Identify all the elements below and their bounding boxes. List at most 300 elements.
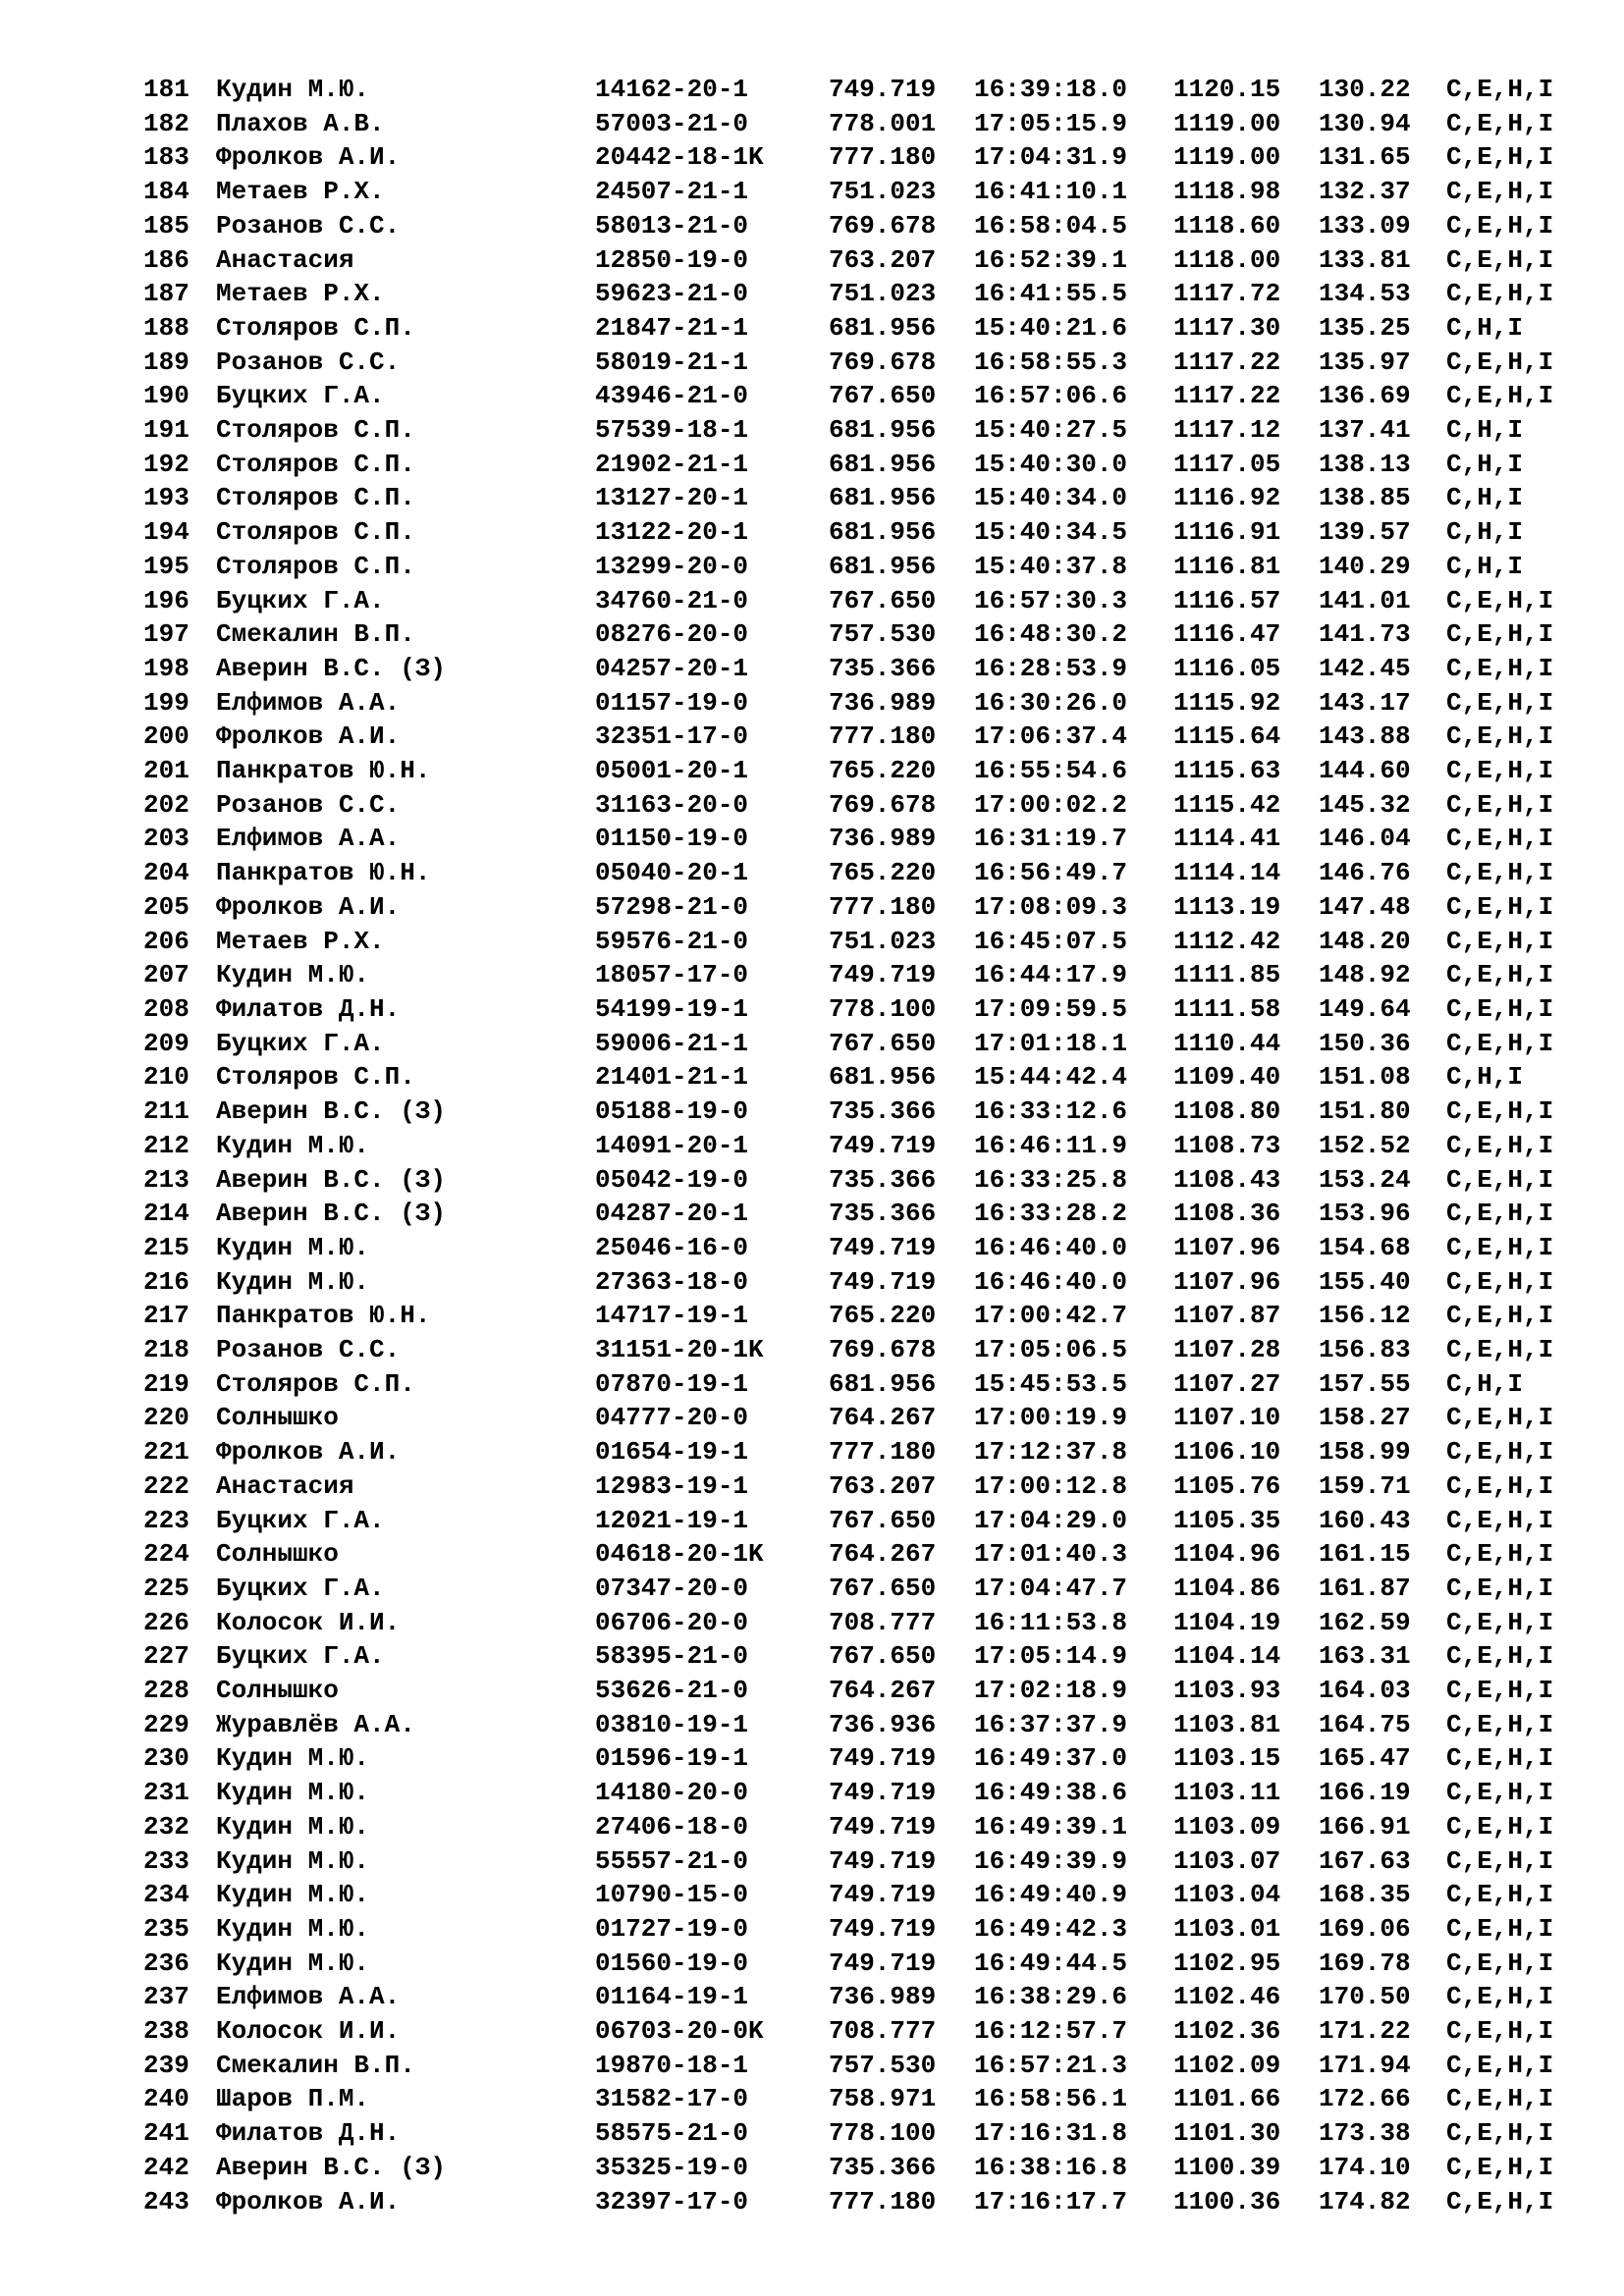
fancier-name-cell: Кудин М.Ю. (216, 1232, 370, 1262)
table-row (143, 2049, 1564, 2083)
table-row (143, 2116, 1564, 2151)
speed-cell: 1105.35 (1173, 1505, 1281, 1535)
distance-cell: 767.650 (829, 1505, 937, 1535)
points-cell: 142.45 (1319, 653, 1411, 683)
arrival-time-cell: 16:45:07.5 (974, 926, 1128, 956)
fancier-name-cell: Анастасия (216, 1470, 354, 1501)
table-row (143, 346, 1564, 380)
table-row (143, 1367, 1564, 1402)
points-cell: 145.32 (1319, 789, 1411, 820)
distance-cell: 763.207 (829, 244, 937, 275)
place-cell: 201 (143, 756, 189, 786)
points-cell: 153.24 (1319, 1164, 1411, 1195)
ring-number-cell: 03810-19-1 (595, 1709, 749, 1739)
points-cell: 138.13 (1319, 449, 1411, 479)
place-cell: 229 (143, 1709, 189, 1739)
ring-number-cell: 13299-20-0 (595, 551, 749, 581)
arrival-time-cell: 16:49:39.1 (974, 1811, 1128, 1842)
points-cell: 133.09 (1319, 210, 1411, 240)
speed-cell: 1108.73 (1173, 1130, 1281, 1160)
arrival-time-cell: 17:08:09.3 (974, 891, 1128, 922)
place-cell: 192 (143, 449, 189, 479)
points-cell: 161.87 (1319, 1573, 1411, 1603)
fancier-name-cell: Метаев Р.Х. (216, 177, 385, 207)
points-cell: 130.22 (1319, 75, 1411, 104)
points-cell: 165.47 (1319, 1743, 1411, 1774)
fancier-name-cell: Столяров С.П. (216, 483, 415, 513)
table-row (143, 1163, 1564, 1198)
speed-cell: 1107.96 (1173, 1266, 1281, 1297)
place-cell: 223 (143, 1505, 189, 1535)
ring-number-cell: 35325-19-0 (595, 2152, 749, 2182)
place-cell: 187 (143, 279, 189, 309)
speed-cell: 1116.92 (1173, 483, 1281, 513)
arrival-time-cell: 16:49:42.3 (974, 1913, 1128, 1944)
points-cell: 156.12 (1319, 1301, 1411, 1331)
points-cell: 141.01 (1319, 585, 1411, 615)
table-row (143, 1231, 1564, 1265)
ring-number-cell: 19870-18-1 (595, 2050, 749, 2080)
speed-cell: 1108.36 (1173, 1199, 1281, 1229)
distance-cell: 749.719 (829, 1880, 937, 1910)
points-cell: 143.88 (1319, 721, 1411, 752)
distance-cell: 767.650 (829, 585, 937, 615)
speed-cell: 1101.66 (1173, 2084, 1281, 2114)
table-row (143, 2151, 1564, 2185)
speed-cell: 1104.86 (1173, 1573, 1281, 1603)
fancier-name-cell: Аверин В.С. (З) (216, 2152, 447, 2182)
distance-cell: 749.719 (829, 1948, 937, 1978)
fancier-name-cell: Столяров С.П. (216, 415, 415, 446)
flags-cell: C,E,H,I (1446, 1743, 1554, 1774)
fancier-name-cell: Буцких Г.А. (216, 1028, 385, 1058)
distance-cell: 749.719 (829, 1845, 937, 1876)
speed-cell: 1110.44 (1173, 1028, 1281, 1058)
place-cell: 219 (143, 1368, 189, 1399)
place-cell: 202 (143, 789, 189, 820)
table-row (143, 652, 1564, 686)
points-cell: 162.59 (1319, 1607, 1411, 1637)
flags-cell: C,E,H,I (1446, 1573, 1554, 1603)
place-cell: 190 (143, 381, 189, 411)
points-cell: 172.66 (1319, 2084, 1411, 2114)
ring-number-cell: 31582-17-0 (595, 2084, 749, 2114)
table-row (143, 1639, 1564, 1674)
points-cell: 158.27 (1319, 1403, 1411, 1433)
arrival-time-cell: 17:06:37.4 (974, 721, 1128, 752)
table-row (143, 1844, 1564, 1879)
ring-number-cell: 27363-18-0 (595, 1266, 749, 1297)
fancier-name-cell: Аверин В.С. (З) (216, 1164, 447, 1195)
arrival-time-cell: 17:05:14.9 (974, 1641, 1128, 1672)
ring-number-cell: 04257-20-1 (595, 653, 749, 683)
speed-cell: 1102.46 (1173, 1982, 1281, 2012)
fancier-name-cell: Кудин М.Ю. (216, 1880, 370, 1910)
flags-cell: C,E,H,I (1446, 142, 1554, 173)
flags-cell: C,E,H,I (1446, 721, 1554, 752)
distance-cell: 749.719 (829, 1778, 937, 1808)
speed-cell: 1104.96 (1173, 1539, 1281, 1570)
flags-cell: C,E,H,I (1446, 1709, 1554, 1739)
table-row (143, 550, 1564, 584)
table-row (143, 1572, 1564, 1606)
arrival-time-cell: 16:56:49.7 (974, 858, 1128, 888)
place-cell: 216 (143, 1266, 189, 1297)
points-cell: 143.17 (1319, 687, 1411, 718)
flags-cell: C,E,H,I (1446, 1982, 1554, 2012)
arrival-time-cell: 16:33:12.6 (974, 1096, 1128, 1127)
arrival-time-cell: 16:49:44.5 (974, 1948, 1128, 1978)
fancier-name-cell: Елфимов А.А. (216, 687, 401, 718)
fancier-name-cell: Солнышко (216, 1539, 339, 1570)
place-cell: 188 (143, 312, 189, 343)
arrival-time-cell: 16:38:29.6 (974, 1982, 1128, 2012)
distance-cell: 749.719 (829, 1913, 937, 1944)
arrival-time-cell: 16:33:25.8 (974, 1164, 1128, 1195)
flags-cell: C,E,H,I (1446, 1470, 1554, 1501)
distance-cell: 736.936 (829, 1709, 937, 1739)
ring-number-cell: 31151-20-1K (595, 1335, 764, 1365)
points-cell: 147.48 (1319, 891, 1411, 922)
flags-cell: C,H,I (1446, 449, 1524, 479)
flags-cell: C,E,H,I (1446, 244, 1554, 275)
distance-cell: 777.180 (829, 1437, 937, 1468)
distance-cell: 778.001 (829, 108, 937, 138)
distance-cell: 777.180 (829, 721, 937, 752)
arrival-time-cell: 16:58:55.3 (974, 347, 1128, 377)
points-cell: 164.03 (1319, 1676, 1411, 1706)
distance-cell: 769.678 (829, 789, 937, 820)
points-cell: 138.85 (1319, 483, 1411, 513)
points-cell: 169.78 (1319, 1948, 1411, 1978)
ring-number-cell: 14180-20-0 (595, 1778, 749, 1808)
distance-cell: 765.220 (829, 858, 937, 888)
distance-cell: 735.366 (829, 1164, 937, 1195)
place-cell: 217 (143, 1301, 189, 1331)
speed-cell: 1102.95 (1173, 1948, 1281, 1978)
table-row (143, 822, 1564, 856)
points-cell: 174.82 (1319, 2186, 1411, 2216)
ring-number-cell: 06706-20-0 (595, 1607, 749, 1637)
points-cell: 144.60 (1319, 756, 1411, 786)
table-row (143, 584, 1564, 618)
table-row (143, 890, 1564, 925)
table-row (143, 720, 1564, 754)
points-cell: 140.29 (1319, 551, 1411, 581)
fancier-name-cell: Фролков А.И. (216, 721, 401, 752)
ring-number-cell: 32397-17-0 (595, 2186, 749, 2216)
place-cell: 243 (143, 2186, 189, 2216)
arrival-time-cell: 16:41:10.1 (974, 177, 1128, 207)
place-cell: 186 (143, 244, 189, 275)
points-cell: 133.81 (1319, 244, 1411, 275)
speed-cell: 1116.57 (1173, 585, 1281, 615)
results-table (143, 73, 1564, 2218)
arrival-time-cell: 16:39:18.0 (974, 75, 1128, 104)
fancier-name-cell: Буцких Г.А. (216, 1505, 385, 1535)
points-cell: 160.43 (1319, 1505, 1411, 1535)
table-row (143, 1606, 1564, 1640)
flags-cell: C,E,H,I (1446, 926, 1554, 956)
fancier-name-cell: Елфимов А.А. (216, 824, 401, 854)
arrival-time-cell: 16:48:30.2 (974, 619, 1128, 650)
arrival-time-cell: 17:00:02.2 (974, 789, 1128, 820)
place-cell: 196 (143, 585, 189, 615)
ring-number-cell: 34760-21-0 (595, 585, 749, 615)
fancier-name-cell: Фролков А.И. (216, 142, 401, 173)
table-row (143, 1708, 1564, 1742)
place-cell: 184 (143, 177, 189, 207)
table-row (143, 1435, 1564, 1469)
arrival-time-cell: 15:40:34.0 (974, 483, 1128, 513)
place-cell: 239 (143, 2050, 189, 2080)
distance-cell: 735.366 (829, 1199, 937, 1229)
speed-cell: 1116.81 (1173, 551, 1281, 581)
distance-cell: 767.650 (829, 1573, 937, 1603)
distance-cell: 769.678 (829, 347, 937, 377)
place-cell: 211 (143, 1096, 189, 1127)
table-row (143, 1027, 1564, 1061)
fancier-name-cell: Буцких Г.А. (216, 381, 385, 411)
arrival-time-cell: 17:00:42.7 (974, 1301, 1128, 1331)
table-row (143, 1060, 1564, 1095)
distance-cell: 765.220 (829, 1301, 937, 1331)
table-row (143, 1401, 1564, 1435)
ring-number-cell: 01560-19-0 (595, 1948, 749, 1978)
points-cell: 137.41 (1319, 415, 1411, 446)
arrival-time-cell: 16:38:16.8 (974, 2152, 1128, 2182)
speed-cell: 1103.04 (1173, 1880, 1281, 1910)
table-row (143, 856, 1564, 890)
fancier-name-cell: Аверин В.С. (З) (216, 1096, 447, 1127)
speed-cell: 1106.10 (1173, 1437, 1281, 1468)
points-cell: 148.92 (1319, 960, 1411, 990)
fancier-name-cell: Столяров С.П. (216, 312, 415, 343)
speed-cell: 1117.30 (1173, 312, 1281, 343)
flags-cell: C,E,H,I (1446, 993, 1554, 1024)
speed-cell: 1103.11 (1173, 1778, 1281, 1808)
fancier-name-cell: Солнышко (216, 1403, 339, 1433)
fancier-name-cell: Розанов С.С. (216, 1335, 401, 1365)
points-cell: 146.04 (1319, 824, 1411, 854)
flags-cell: C,E,H,I (1446, 108, 1554, 138)
distance-cell: 764.267 (829, 1403, 937, 1433)
arrival-time-cell: 16:52:39.1 (974, 244, 1128, 275)
arrival-time-cell: 17:01:18.1 (974, 1028, 1128, 1058)
flags-cell: C,E,H,I (1446, 1096, 1554, 1127)
speed-cell: 1119.00 (1173, 142, 1281, 173)
table-row (143, 140, 1564, 175)
place-cell: 231 (143, 1778, 189, 1808)
distance-cell: 757.530 (829, 2050, 937, 2080)
distance-cell: 751.023 (829, 279, 937, 309)
table-row (143, 1537, 1564, 1572)
ring-number-cell: 58575-21-0 (595, 2118, 749, 2149)
arrival-time-cell: 16:30:26.0 (974, 687, 1128, 718)
fancier-name-cell: Кудин М.Ю. (216, 1778, 370, 1808)
distance-cell: 767.650 (829, 1641, 937, 1672)
speed-cell: 1119.00 (1173, 108, 1281, 138)
fancier-name-cell: Метаев Р.Х. (216, 926, 385, 956)
arrival-time-cell: 16:57:21.3 (974, 2050, 1128, 2080)
flags-cell: C,E,H,I (1446, 2050, 1554, 2080)
arrival-time-cell: 17:05:06.5 (974, 1335, 1128, 1365)
table-row (143, 1095, 1564, 1129)
place-cell: 236 (143, 1948, 189, 1978)
ring-number-cell: 58013-21-0 (595, 210, 749, 240)
distance-cell: 735.366 (829, 2152, 937, 2182)
flags-cell: C,E,H,I (1446, 2118, 1554, 2149)
table-row (143, 1947, 1564, 1981)
place-cell: 233 (143, 1845, 189, 1876)
place-cell: 232 (143, 1811, 189, 1842)
place-cell: 185 (143, 210, 189, 240)
points-cell: 146.76 (1319, 858, 1411, 888)
fancier-name-cell: Смекалин В.П. (216, 619, 415, 650)
table-row (143, 617, 1564, 652)
speed-cell: 1117.22 (1173, 347, 1281, 377)
flags-cell: C,H,I (1446, 551, 1524, 581)
speed-cell: 1117.22 (1173, 381, 1281, 411)
flags-cell: C,E,H,I (1446, 2152, 1554, 2182)
arrival-time-cell: 16:49:37.0 (974, 1743, 1128, 1774)
arrival-time-cell: 16:58:56.1 (974, 2084, 1128, 2114)
speed-cell: 1107.10 (1173, 1403, 1281, 1433)
flags-cell: C,E,H,I (1446, 177, 1554, 207)
points-cell: 151.08 (1319, 1062, 1411, 1093)
distance-cell: 764.267 (829, 1539, 937, 1570)
table-row (143, 1299, 1564, 1333)
arrival-time-cell: 17:00:12.8 (974, 1470, 1128, 1501)
ring-number-cell: 04777-20-0 (595, 1403, 749, 1433)
points-cell: 157.55 (1319, 1368, 1411, 1399)
points-cell: 135.25 (1319, 312, 1411, 343)
points-cell: 135.97 (1319, 347, 1411, 377)
speed-cell: 1103.01 (1173, 1913, 1281, 1944)
fancier-name-cell: Кудин М.Ю. (216, 75, 370, 104)
arrival-time-cell: 15:40:30.0 (974, 449, 1128, 479)
ring-number-cell: 04618-20-1K (595, 1539, 764, 1570)
place-cell: 204 (143, 858, 189, 888)
flags-cell: C,E,H,I (1446, 960, 1554, 990)
speed-cell: 1118.00 (1173, 244, 1281, 275)
arrival-time-cell: 16:49:39.9 (974, 1845, 1128, 1876)
fancier-name-cell: Столяров С.П. (216, 449, 415, 479)
fancier-name-cell: Розанов С.С. (216, 347, 401, 377)
ring-number-cell: 59576-21-0 (595, 926, 749, 956)
arrival-time-cell: 16:33:28.2 (974, 1199, 1128, 1229)
flags-cell: C,E,H,I (1446, 1335, 1554, 1365)
flags-cell: C,E,H,I (1446, 1539, 1554, 1570)
flags-cell: C,H,I (1446, 1062, 1524, 1093)
ring-number-cell: 32351-17-0 (595, 721, 749, 752)
place-cell: 212 (143, 1130, 189, 1160)
fancier-name-cell: Кудин М.Ю. (216, 960, 370, 990)
flags-cell: C,E,H,I (1446, 1505, 1554, 1535)
place-cell: 209 (143, 1028, 189, 1058)
table-row (143, 413, 1564, 448)
distance-cell: 749.719 (829, 960, 937, 990)
points-cell: 158.99 (1319, 1437, 1411, 1468)
distance-cell: 749.719 (829, 1130, 937, 1160)
fancier-name-cell: Плахов А.В. (216, 108, 385, 138)
fancier-name-cell: Кудин М.Ю. (216, 1811, 370, 1842)
table-row (143, 277, 1564, 311)
speed-cell: 1118.98 (1173, 177, 1281, 207)
speed-cell: 1117.72 (1173, 279, 1281, 309)
points-cell: 141.73 (1319, 619, 1411, 650)
arrival-time-cell: 17:04:31.9 (974, 142, 1128, 173)
ring-number-cell: 05042-19-0 (595, 1164, 749, 1195)
fancier-name-cell: Метаев Р.Х. (216, 279, 385, 309)
arrival-time-cell: 16:58:04.5 (974, 210, 1128, 240)
place-cell: 234 (143, 1880, 189, 1910)
ring-number-cell: 12983-19-1 (595, 1470, 749, 1501)
place-cell: 237 (143, 1982, 189, 2012)
speed-cell: 1118.60 (1173, 210, 1281, 240)
place-cell: 230 (143, 1743, 189, 1774)
table-row (143, 1810, 1564, 1844)
speed-cell: 1101.30 (1173, 2118, 1281, 2149)
fancier-name-cell: Кудин М.Ю. (216, 1266, 370, 1297)
points-cell: 136.69 (1319, 381, 1411, 411)
speed-cell: 1117.05 (1173, 449, 1281, 479)
ring-number-cell: 25046-16-0 (595, 1232, 749, 1262)
points-cell: 132.37 (1319, 177, 1411, 207)
place-cell: 208 (143, 993, 189, 1024)
place-cell: 199 (143, 687, 189, 718)
table-row (143, 1776, 1564, 1810)
place-cell: 238 (143, 2016, 189, 2047)
distance-cell: 767.650 (829, 1028, 937, 1058)
table-row (143, 175, 1564, 209)
table-row (143, 107, 1564, 141)
speed-cell: 1103.09 (1173, 1811, 1281, 1842)
flags-cell: C,E,H,I (1446, 1913, 1554, 1944)
distance-cell: 764.267 (829, 1676, 937, 1706)
distance-cell: 778.100 (829, 993, 937, 1024)
arrival-time-cell: 17:05:15.9 (974, 108, 1128, 138)
arrival-time-cell: 17:04:47.7 (974, 1573, 1128, 1603)
table-row (143, 788, 1564, 823)
flags-cell: C,E,H,I (1446, 1948, 1554, 1978)
fancier-name-cell: Буцких Г.А. (216, 585, 385, 615)
flags-cell: C,E,H,I (1446, 1130, 1554, 1160)
distance-cell: 758.971 (829, 2084, 937, 2114)
ring-number-cell: 20442-18-1K (595, 142, 764, 173)
place-cell: 183 (143, 142, 189, 173)
flags-cell: C,E,H,I (1446, 210, 1554, 240)
ring-number-cell: 57539-18-1 (595, 415, 749, 446)
table-row (143, 1197, 1564, 1231)
speed-cell: 1116.05 (1173, 653, 1281, 683)
fancier-name-cell: Аверин В.С. (З) (216, 1199, 447, 1229)
ring-number-cell: 21401-21-1 (595, 1062, 749, 1093)
speed-cell: 1105.76 (1173, 1470, 1281, 1501)
distance-cell: 777.180 (829, 2186, 937, 2216)
place-cell: 206 (143, 926, 189, 956)
ring-number-cell: 21902-21-1 (595, 449, 749, 479)
speed-cell: 1103.15 (1173, 1743, 1281, 1774)
points-cell: 156.83 (1319, 1335, 1411, 1365)
place-cell: 200 (143, 721, 189, 752)
place-cell: 241 (143, 2118, 189, 2149)
ring-number-cell: 10790-15-0 (595, 1880, 749, 1910)
ring-number-cell: 21847-21-1 (595, 312, 749, 343)
distance-cell: 749.719 (829, 1266, 937, 1297)
fancier-name-cell: Солнышко (216, 1676, 339, 1706)
arrival-time-cell: 17:09:59.5 (974, 993, 1128, 1024)
